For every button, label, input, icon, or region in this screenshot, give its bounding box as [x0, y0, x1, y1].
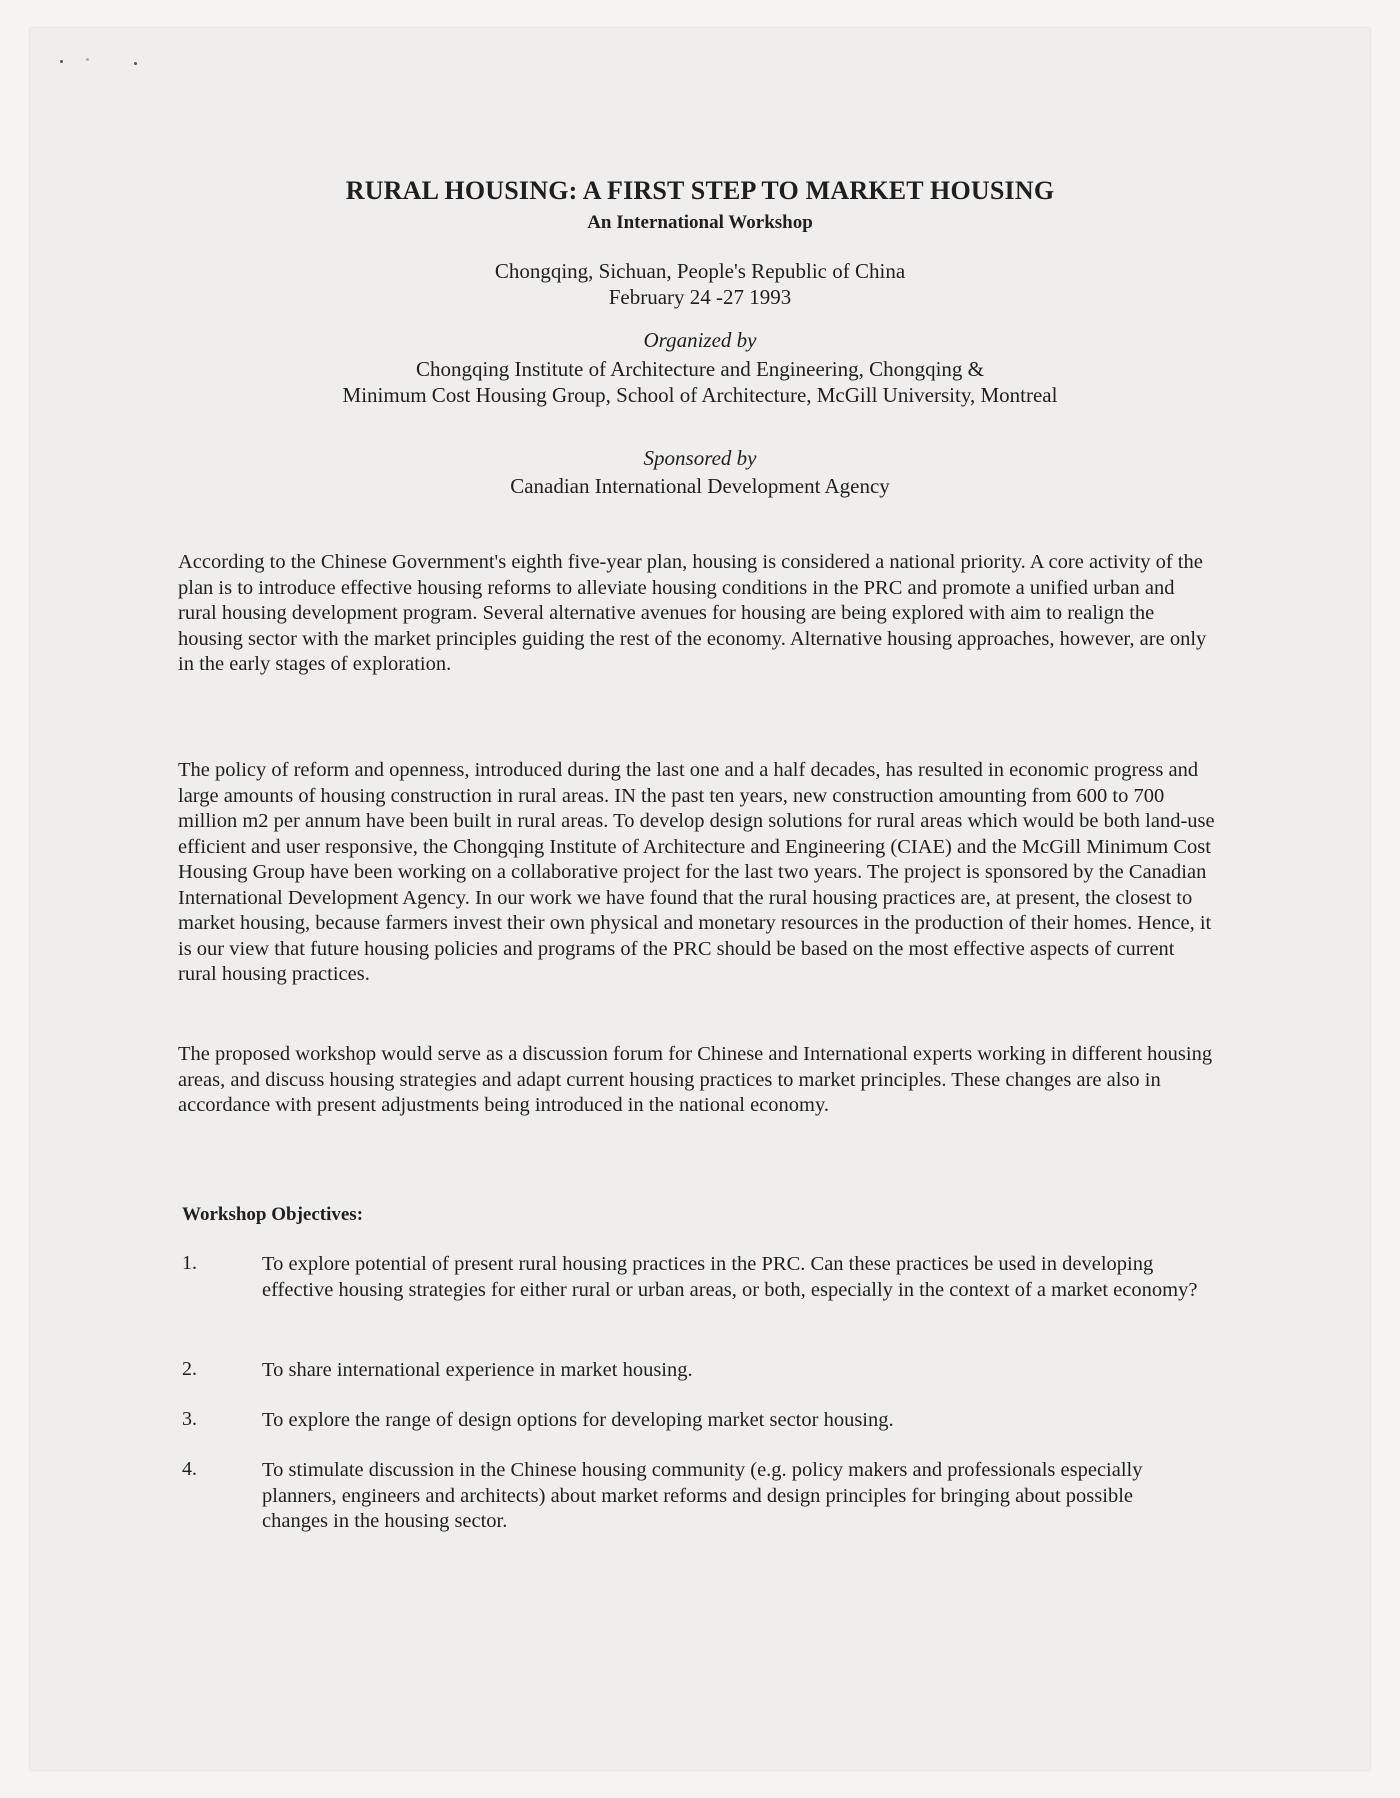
document-page — [30, 28, 1370, 1770]
objective-number: 2. — [182, 1358, 197, 1380]
event-dates: February 24 -27 1993 — [608, 285, 792, 309]
organized-by-label: Organized by — [643, 328, 757, 352]
objective-number: 1. — [182, 1252, 197, 1274]
event-location-block — [30, 258, 1370, 310]
objective-text: To share international experience in market housing. — [262, 1359, 693, 1381]
paper-speck — [86, 58, 89, 61]
sponsored-by-label: Sponsored by — [643, 446, 757, 470]
organizers-block — [30, 356, 1370, 408]
sponsor-name: Canadian International Development Agency — [510, 474, 890, 498]
document-subtitle: An International Workshop — [587, 212, 813, 233]
objectives-heading: Workshop Objectives: — [182, 1204, 364, 1225]
event-location: Chongqing, Sichuan, People's Republic of China — [494, 259, 906, 283]
objective-text: To explore the range of design options for developing market sector housing. — [262, 1409, 894, 1431]
body-paragraph: The policy of reform and openness, introduced during the last one and a half decades, has resulted in economic progress and large amounts of housing construction in rural areas. IN the past ten years, new construction amounting from 600 to 700 million m2 per annum have been built in rural areas. To develop design solutions for rural areas which would be both land-use efficient and user responsive, the Chongqing Institute of Architecture and Engineering (CIAE) and the McGill Minimum Cost Housing Group have been working on a collaborative project for the last two years. The project is sponsored by the Canadian International Development Agency. In our work we have found that the rural housing practices are, at present, the closest to market housing, because farmers invest their own physical and monetary resources in the production of their homes. Hence, it is our view that future housing policies and programs of the PRC should be based on the most effective aspects of current rural housing practices. — [178, 759, 1215, 985]
paper-speck — [134, 62, 137, 65]
document-title: RURAL HOUSING: A FIRST STEP TO MARKET HOUSING — [345, 176, 1055, 205]
organizer-line: Chongqing Institute of Architecture and Engineering, Chongqing & — [415, 357, 985, 381]
objective-number: 4. — [182, 1458, 197, 1480]
objective-text: To stimulate discussion in the Chinese housing community (e.g. policy makers and professionals especially planners, engineers and architects) about market reforms and design principles for bringing about possible changes in the housing sector. — [262, 1459, 1143, 1532]
objective-number: 3. — [182, 1408, 197, 1430]
body-paragraph: According to the Chinese Government's eighth five-year plan, housing is considered a national priority. A core activity of the plan is to introduce effective housing reforms to alleviate housing conditions in the PRC and promote a unified urban and rural housing development program. Several alternative avenues for housing are being explored with aim to realign the housing sector with the market principles guiding the rest of the economy. Alternative housing approaches, however, are only in the early stages of exploration. — [178, 551, 1207, 675]
objective-text: To explore potential of present rural housing practices in the PRC. Can these practices be used in developing effective housing strategies for either rural or urban areas, or both, especially in the context of a market economy? — [262, 1253, 1198, 1301]
paper-speck — [60, 60, 63, 63]
organizer-line: Minimum Cost Housing Group, School of Architecture, McGill University, Montreal — [342, 383, 1058, 407]
body-paragraph: The proposed workshop would serve as a discussion forum for Chinese and International experts working in different housing areas, and discuss housing strategies and adapt current housing practices to market principles. These changes are also in accordance with present adjustments being introduced in the national economy. — [178, 1043, 1213, 1116]
